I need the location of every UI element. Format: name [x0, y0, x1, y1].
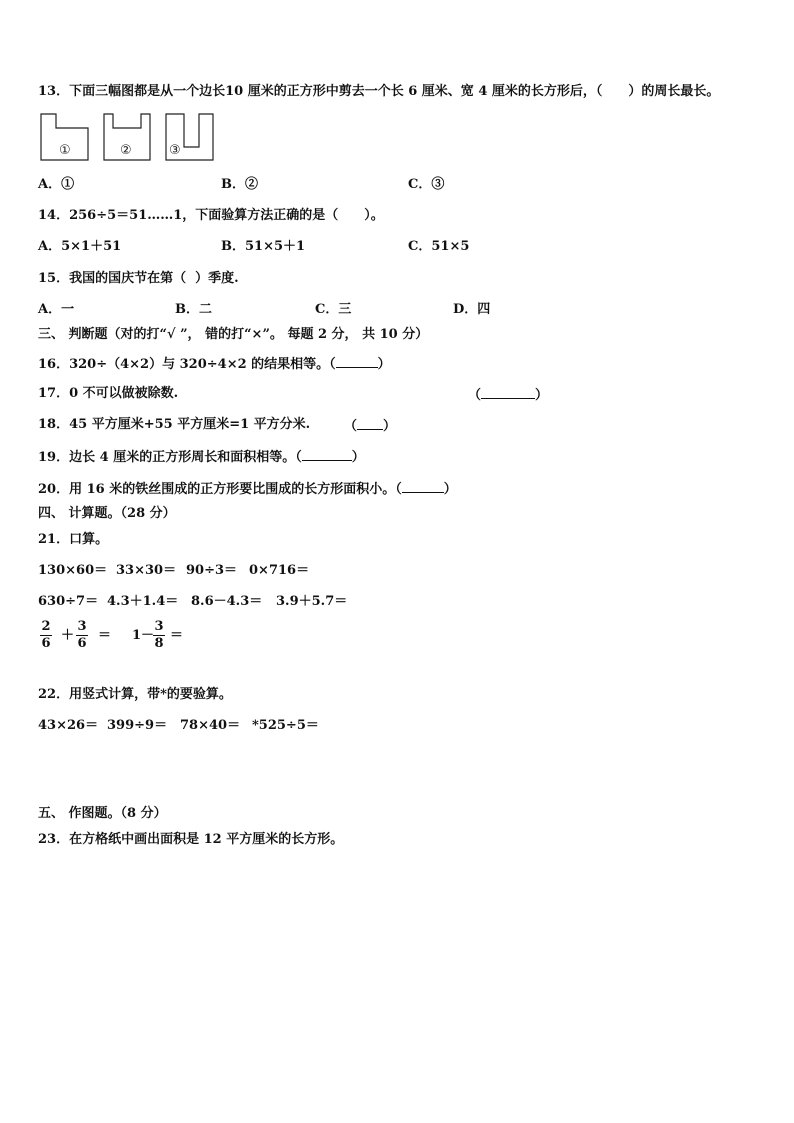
question-21-title: 21．口算。 [38, 532, 109, 547]
calc-item: 78×40＝ [180, 718, 241, 733]
answer-blank-19[interactable] [302, 448, 352, 461]
calc-item: 399÷9＝ [107, 718, 168, 733]
q17-close-paren: ） [535, 388, 549, 403]
q13-option-c: C．③ [408, 177, 445, 192]
fraction-numerator: 3 [154, 619, 164, 634]
question-16-text: 16．320÷（4×2）与 320÷4×2 的结果相等。（ [38, 357, 336, 372]
q17-open-paren: （ [468, 388, 482, 403]
equals-sign: ＝ [98, 628, 112, 643]
equals-sign: ＝ [170, 628, 184, 643]
q13-option-a: A．① [38, 177, 75, 192]
plus-sign: ＋ [61, 628, 75, 643]
one-minus: 1－ [132, 628, 155, 643]
calc-item: 4.3＋1.4＝ [107, 594, 179, 609]
q13-option-b: B．② [221, 177, 258, 192]
q16-close-paren: ） [377, 357, 391, 372]
question-20-text: 20．用 16 米的铁丝围成的正方形要比围成的长方形面积小。（ [38, 482, 402, 497]
q15-option-c: C．三 [315, 302, 352, 317]
q14-option-b: B．51×5＋1 [221, 239, 306, 254]
figure-1-label: ① [59, 143, 71, 158]
fraction-2-6 [40, 620, 52, 651]
fraction-numerator: 3 [77, 619, 87, 634]
question-20 [38, 480, 457, 498]
answer-blank-17[interactable] [481, 386, 535, 399]
q15-option-d: D．四 [453, 302, 491, 317]
question-16 [38, 355, 391, 373]
q20-close-paren: ） [443, 482, 457, 497]
answer-blank-16[interactable] [336, 355, 378, 368]
question-18-text: 18．45 平方厘米+55 平方厘米=1 平方分米. [38, 417, 311, 432]
figure-3-label: ③ [169, 143, 181, 158]
answer-blank-20[interactable] [402, 480, 444, 493]
question-18-answer [344, 417, 396, 435]
fraction-denominator: 6 [41, 636, 51, 651]
question-17-answer [468, 386, 548, 404]
question-23-text: 23．在方格纸中画出面积是 12 平方厘米的长方形。 [38, 832, 344, 847]
question-22-title: 22．用竖式计算，带*的要验算。 [38, 687, 232, 702]
calc-item: 630÷7＝ [38, 594, 99, 609]
fraction-3-6 [76, 620, 88, 651]
section-4-heading: 四、 计算题。（28 分） [38, 506, 176, 521]
fraction-denominator: 8 [154, 636, 164, 651]
q14-option-a: A．5×1＋51 [38, 239, 122, 254]
calc-item: 130×60＝ [38, 563, 108, 578]
fraction-3-8 [153, 620, 165, 651]
question-14-text: 14．256÷5＝51……1，下面验算方法正确的是（ ）。 [38, 208, 384, 223]
q19-close-paren: ） [351, 450, 365, 465]
question-17-text: 17．0 不可以做被除数. [38, 386, 179, 401]
question-13-figures [40, 113, 220, 165]
calc-item: *525÷5＝ [252, 718, 319, 733]
q18-close-paren: ） [383, 419, 397, 434]
question-19-text: 19．边长 4 厘米的正方形周长和面积相等。（ [38, 450, 302, 465]
calc-item: 90÷3＝ [186, 563, 238, 578]
section-5-heading: 五、 作图题。（8 分） [38, 806, 167, 821]
calc-item: 43×26＝ [38, 718, 99, 733]
question-13-text: 13．下面三幅图都是从一个边长10 厘米的正方形中剪去一个长 6 厘米、宽 4 厘米的长方形后，（ ）的周长最长。 [38, 84, 720, 99]
question-15-text: 15．我国的国庆节在第（ ）季度. [38, 271, 239, 286]
q14-option-c: C．51×5 [408, 239, 470, 254]
calc-item: 0×716＝ [249, 563, 310, 578]
fraction-numerator: 2 [41, 619, 51, 634]
calc-item: 3.9＋5.7＝ [276, 594, 348, 609]
q18-open-paren: （ [344, 419, 358, 434]
figure-2-label: ② [120, 143, 132, 158]
calc-item: 8.6－4.3＝ [191, 594, 263, 609]
calc-item: 33×30＝ [116, 563, 177, 578]
fraction-denominator: 6 [77, 636, 87, 651]
answer-blank-18[interactable] [357, 417, 383, 430]
section-3-heading: 三、 判断题（对的打“√ ”， 错的打“×”。 每题 2 分， 共 10 分） [38, 327, 429, 342]
q15-option-b: B．二 [175, 302, 212, 317]
question-19 [38, 448, 365, 466]
q15-option-a: A．一 [38, 302, 75, 317]
